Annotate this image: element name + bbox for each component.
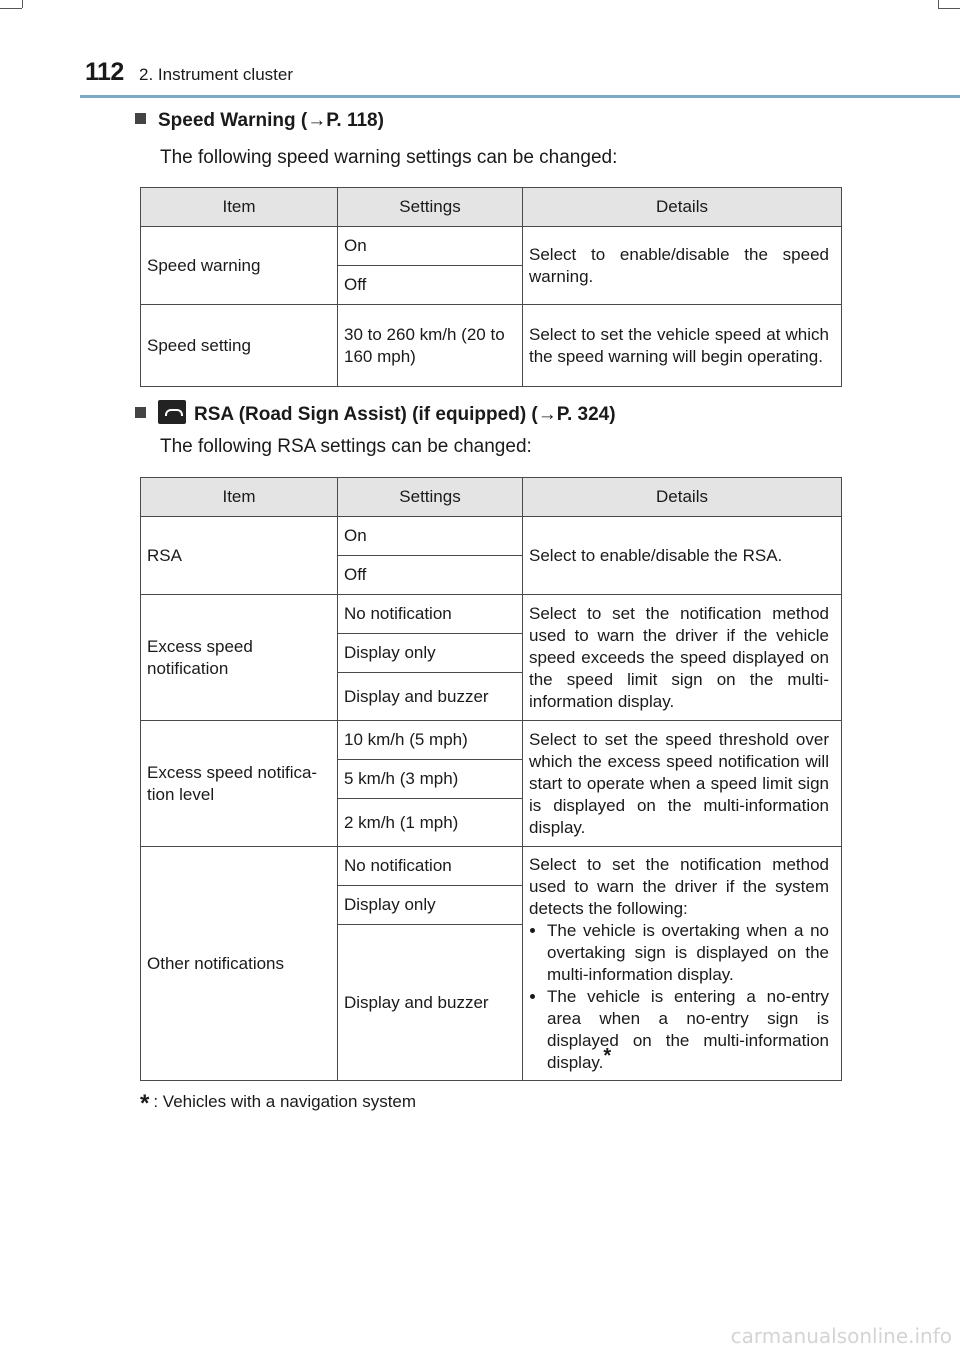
header-rule (80, 95, 960, 98)
column-header: Settings (338, 478, 523, 517)
column-header: Settings (338, 188, 523, 227)
square-bullet-icon (135, 113, 146, 124)
table-cell-setting: No notification (338, 847, 523, 886)
speed-warning-intro: The following speed warning settings can be changed: (160, 147, 618, 168)
speed-warning-table (140, 187, 842, 387)
details-intro: Select to set the notification method used to warn the driver if the system detects the following: (529, 854, 829, 918)
road-sign-assist-icon (158, 400, 186, 424)
page-number: 112 (85, 58, 124, 86)
crop-mark (938, 0, 939, 8)
square-bullet-icon (135, 407, 146, 418)
table-cell-setting: On (338, 517, 523, 556)
chapter-title: 2. Instrument cluster (139, 65, 294, 84)
crop-mark (938, 8, 960, 9)
rsa-heading: RSA (Road Sign Assist) (if equipped) (→P. 324) (135, 400, 616, 426)
details-list (529, 920, 829, 1074)
table-cell-setting: 2 km/h (1 mph) (338, 799, 523, 847)
table-cell-setting: 30 to 260 km/h (20 to 160 mph) (338, 305, 523, 387)
column-header: Item (141, 478, 338, 517)
rsa-intro: The following RSA settings can be changed: (160, 436, 532, 457)
table-cell-details: Select to enable/disable the RSA. (523, 517, 842, 595)
footnote: * : Vehicles with a navigation system (140, 1090, 417, 1117)
column-header: Item (141, 188, 338, 227)
table-cell-setting: Display and buzzer (338, 925, 523, 1081)
footnote-star: * (603, 1044, 612, 1067)
table-cell-details: Select to enable/disable the speed warning. (523, 227, 842, 305)
table-cell-setting: Off (338, 556, 523, 595)
column-header: Details (523, 478, 842, 517)
table-cell-details: Select to set the vehicle speed at which the speed warning will begin operating. (523, 305, 842, 387)
crop-mark (22, 0, 23, 8)
table-cell-setting: Off (338, 266, 523, 305)
table-cell-item: Excess speed notification (141, 595, 338, 721)
table-cell-setting: Display only (338, 634, 523, 673)
table-cell-setting: Display and buzzer (338, 673, 523, 721)
table-cell-setting: 5 km/h (3 mph) (338, 760, 523, 799)
table-cell-details: Select to set the speed threshold over which the excess speed notification will start to operate when a speed limit sign is displayed on the multi-information display. (523, 721, 842, 847)
table-cell-setting: On (338, 227, 523, 266)
table-cell-item: Other notifications (141, 847, 338, 1081)
list-item: • The vehicle is overtaking when a no overtaking sign is displayed on the multi-information display. (547, 920, 829, 986)
table-cell-item: Excess speed notifica-tion level (141, 721, 338, 847)
speed-warning-heading: Speed Warning (→P. 118) (135, 110, 384, 132)
table-cell-item: Speed setting (141, 305, 338, 387)
footnote-star: * (140, 1090, 150, 1117)
list-item: • The vehicle is entering a no-entry area when a no-entry sign is displayed on the multi-information display.* (547, 986, 829, 1074)
column-header: Details (523, 188, 842, 227)
table-cell-setting: No notification (338, 595, 523, 634)
crop-mark (0, 8, 22, 9)
table-cell-item: RSA (141, 517, 338, 595)
table-cell-setting: Display only (338, 886, 523, 925)
table-cell-item: Speed warning (141, 227, 338, 305)
rsa-table (140, 477, 842, 1081)
watermark: carmanualsonline.info (730, 1324, 952, 1348)
table-cell-setting: 10 km/h (5 mph) (338, 721, 523, 760)
table-cell-details: Select to set the notification method used to warn the driver if the vehicle speed exceeds the speed displayed on the speed limit sign on the multi-information display. (523, 595, 842, 721)
table-cell-details (523, 847, 842, 1081)
